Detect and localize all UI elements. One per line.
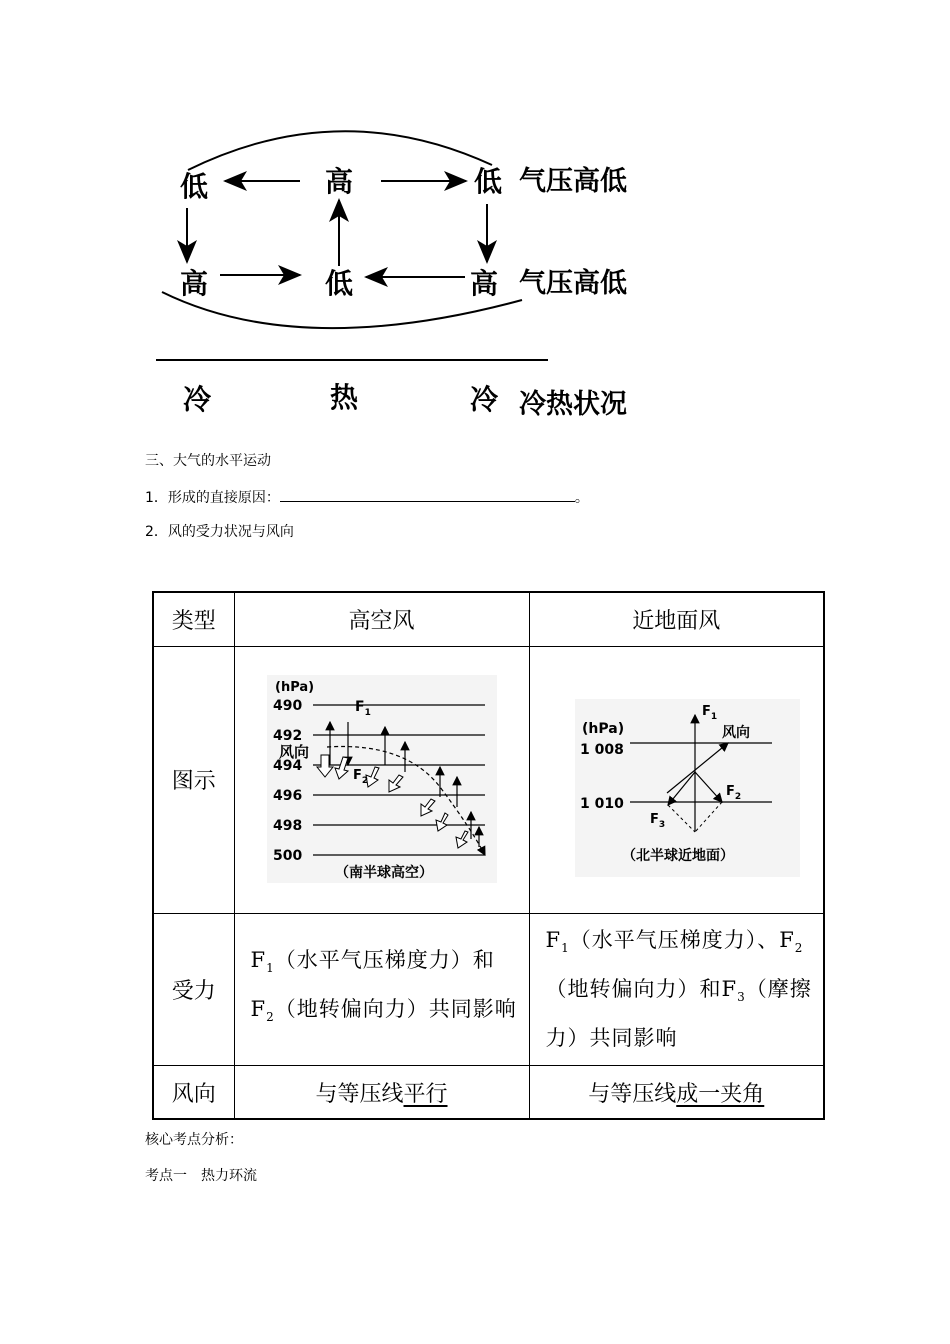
upper-force-text: $F_1$（水平气压梯度力）和$F_2$（地转偏向力）共同影响 <box>234 913 529 1065</box>
upper-f2-label: $F_2$ <box>352 768 368 786</box>
surface-unit: (hPa) <box>581 721 624 737</box>
ground-legend: 冷热状况 <box>519 389 627 420</box>
upper-level-494: 494 <box>272 758 302 774</box>
ground-right-temp: 冷 <box>470 383 499 416</box>
figure-label: 图示 <box>153 646 234 913</box>
lower-mid-pressure: 低 <box>325 267 354 300</box>
section-heading: 三、大气的水平运动 <box>145 453 271 469</box>
point-1-heading: 考点一 热力环流 <box>145 1168 257 1184</box>
question-1-end: 。 <box>574 490 589 506</box>
surface-wind-diagram <box>530 647 823 912</box>
header-type: 类型 <box>153 592 234 646</box>
surface-f1-label: $F_1$ <box>701 704 717 722</box>
question-2: 2．风的受力状况与风向 <box>145 524 294 540</box>
upper-level-496: 496 <box>272 788 302 804</box>
upper-f1-label: $F_1$ <box>354 699 371 718</box>
upper-wind-label: 风向 <box>278 743 309 761</box>
surface-f2-label: $F_2$ <box>725 784 741 802</box>
table-header-row <box>153 592 824 646</box>
ground-left-temp: 冷 <box>183 383 212 416</box>
question-1 <box>145 489 589 505</box>
upper-wind-figure-cell <box>234 646 529 913</box>
upper-level-490: 490 <box>272 698 302 714</box>
upper-wind-diagram <box>235 647 528 912</box>
answer-blank[interactable] <box>280 489 575 502</box>
header-upper-wind: 高空风 <box>234 592 529 646</box>
upper-left-pressure: 低 <box>180 170 209 203</box>
header-surface-wind: 近地面风 <box>529 592 824 646</box>
upper-legend: 气压高低 <box>519 166 627 197</box>
lower-right-pressure: 高 <box>470 267 499 300</box>
upper-direction: 与等压线平行 <box>234 1065 529 1119</box>
surface-level-1008: 1 008 <box>579 742 624 758</box>
upper-level-492: 492 <box>272 728 302 744</box>
circulation-arrows <box>0 0 950 430</box>
upper-level-500: 500 <box>272 848 302 864</box>
table-force-row <box>153 913 824 1065</box>
analysis-heading: 核心考点分析： <box>145 1132 243 1148</box>
upper-unit: (hPa) <box>274 680 314 695</box>
lower-left-pressure: 高 <box>180 267 209 300</box>
surface-force-text: $F_1$（水平气压梯度力）、$F_2$（地转偏向力）和$F_3$（摩擦力）共同影响 <box>529 913 824 1065</box>
wind-force-table <box>152 591 825 1120</box>
surface-wind-figure-cell <box>529 646 824 913</box>
ground-mid-temp: 热 <box>330 381 359 414</box>
surface-level-1010: 1 010 <box>579 796 624 812</box>
table-direction-row <box>153 1065 824 1119</box>
table-figure-row <box>153 646 824 913</box>
lower-legend: 气压高低 <box>519 268 627 299</box>
surface-f3-label: $F_3$ <box>649 812 665 830</box>
surface-caption: （北半球近地面） <box>621 848 734 864</box>
upper-mid-pressure: 高 <box>325 165 354 198</box>
surface-wind-label: 风向 <box>721 725 750 741</box>
direction-label: 风向 <box>153 1065 234 1119</box>
force-label: 受力 <box>153 913 234 1065</box>
question-1-label: 1．形成的直接原因： <box>145 490 280 506</box>
upper-level-498: 498 <box>272 818 302 834</box>
surface-direction: 与等压线成一夹角 <box>529 1065 824 1119</box>
upper-right-pressure: 低 <box>474 165 503 198</box>
upper-caption: （南半球高空） <box>334 865 433 881</box>
